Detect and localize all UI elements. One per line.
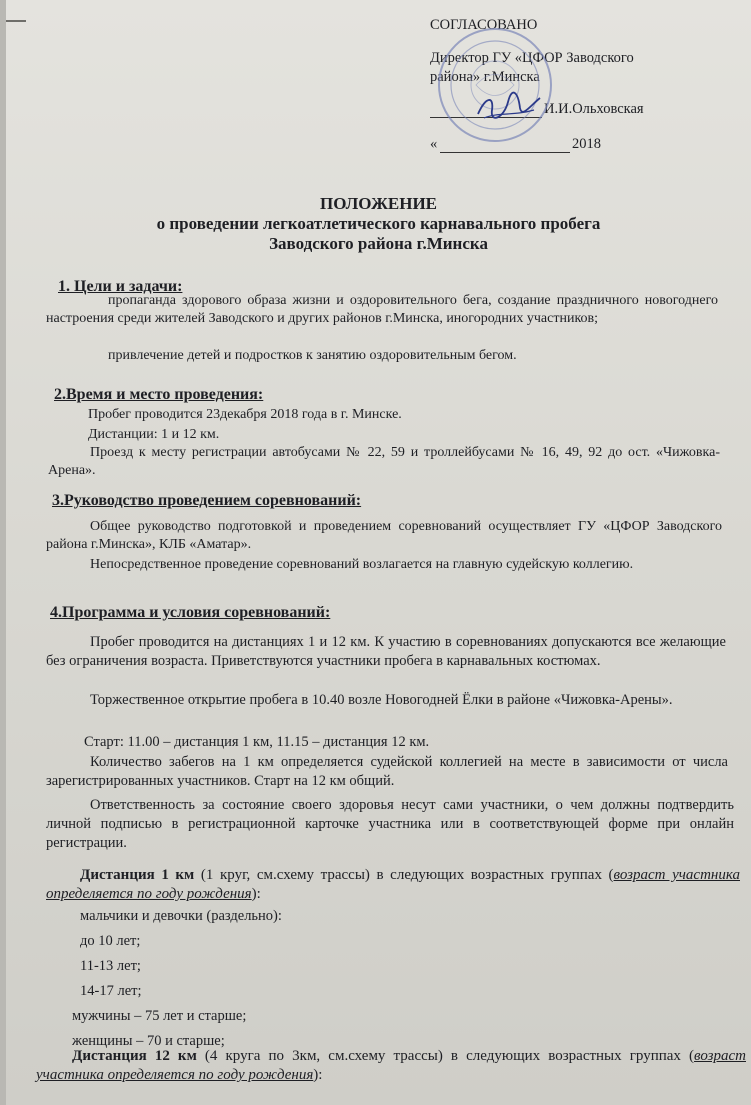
distance-1km-text: (1 круг, см.схему трассы) в следующих возрастных группах ( [194,867,614,883]
section-4-paragraph-3: Старт: 11.00 – дистанция 1 км, 11.15 – дистанция 12 км. [84,734,430,750]
section-2-paragraph-1: Пробег проводится 23декабря 2018 года в г. Минске. [88,407,402,422]
approval-year: 2018 [572,136,601,152]
age-group-item: мальчики и девочки (раздельно): [80,908,282,924]
section-2-heading: 2.Время и место проведения: [54,386,264,403]
section-4-paragraph-2: Торжественное открытие пробега в 10.40 возле Новогодней Ёлки в районе «Чижовка-Арены». [90,692,673,708]
doc-title: ПОЛОЖЕНИЕ [320,194,437,213]
distance-1km-label: Дистанция 1 км [80,867,195,883]
distance-1km-age-note: возраст участника определяется по году рождения [46,867,740,902]
approval-signer: И.И.Ольховская [544,101,644,117]
section-4-paragraph-4: Количество забегов на 1 км определяется судейской коллегией на месте в зависимости от числа зарегистрированных участников. Старт на 12 км общий. [46,754,728,789]
age-group-item: 14-17 лет; [80,983,142,999]
doc-subtitle-1: о проведении легкоатлетического карнавального пробега [156,214,601,233]
document-page [6,0,751,1105]
section-3-paragraph-2: Непосредственное проведение соревнований возлагается на главную судейскую коллегию. [90,557,634,572]
distance-1km-close: ): [251,886,261,902]
section-2-paragraph-3: Проезд к месту регистрации автобусами № 22, 59 и троллейбусами № 16, 49, 92 до ост. «Чижовка-Арена». [48,445,720,478]
page-edge-mark [6,20,26,22]
distance-12km-text: (4 круга по 3км, см.схему трассы) в следующих возрастных группах ( [196,1048,695,1064]
section-1-paragraph-1: пропаганда здорового образа жизни и оздоровительного бега, создание праздничного новогоднего настроения среди жителей Заводского и других районов г.Минска, иногородних участников; [46,293,718,326]
section-4-paragraph-1: Пробег проводится на дистанциях 1 и 12 км. К участию в соревнованиях допускаются все желающие без ограничения возраста. Приветствуются участники пробега в карнавальных костюмах. [46,634,726,669]
section-2-paragraph-2: Дистанции: 1 и 12 км. [88,427,220,442]
doc-subtitle-2: Заводского района г.Минска [269,234,488,253]
distance-12km-label: Дистанция 12 км [72,1048,197,1064]
distance-12km-close: ): [313,1067,323,1083]
section-3-heading: 3.Руководство проведением соревнований: [52,492,362,509]
approval-position-1: Директор ГУ «ЦФОР Заводского [430,50,634,66]
official-stamp-icon [436,26,554,144]
section-1-heading: 1. Цели и задачи: [58,278,183,295]
approval-agreed: СОГЛАСОВАНО [430,17,538,33]
approval-position-2: района» г.Минска [430,69,540,85]
section-4-heading: 4.Программа и условия соревнований: [50,604,331,621]
signature-icon [474,88,544,124]
age-group-item: мужчины – 75 лет и старше; [72,1008,247,1024]
distance-12km-paragraph [36,1047,746,1085]
age-group-item: до 10 лет; [80,933,141,949]
section-3-paragraph-1: Общее руководство подготовкой и проведением соревнований осуществляет ГУ «ЦФОР Заводского района г.Минска», КЛБ «Аматар». [46,519,722,552]
section-4-paragraph-5: Ответственность за состояние своего здоровья несут сами участники, о чем должны подтвердить личной подписью в регистрационной карточке участника или в соответствующей форме при онлайн регистрации. [46,797,734,851]
section-1-paragraph-2: привлечение детей и подростков к занятию оздоровительным бегом. [108,348,517,363]
approval-date-prefix: « [430,136,438,152]
distance-12km-age-note: возраст участника определяется по году рождения [36,1048,746,1083]
distance-1km-paragraph [46,866,740,904]
date-line [440,152,570,153]
age-group-item: 11-13 лет; [80,958,141,974]
age-group-item: женщины – 70 и старше; [72,1033,225,1049]
